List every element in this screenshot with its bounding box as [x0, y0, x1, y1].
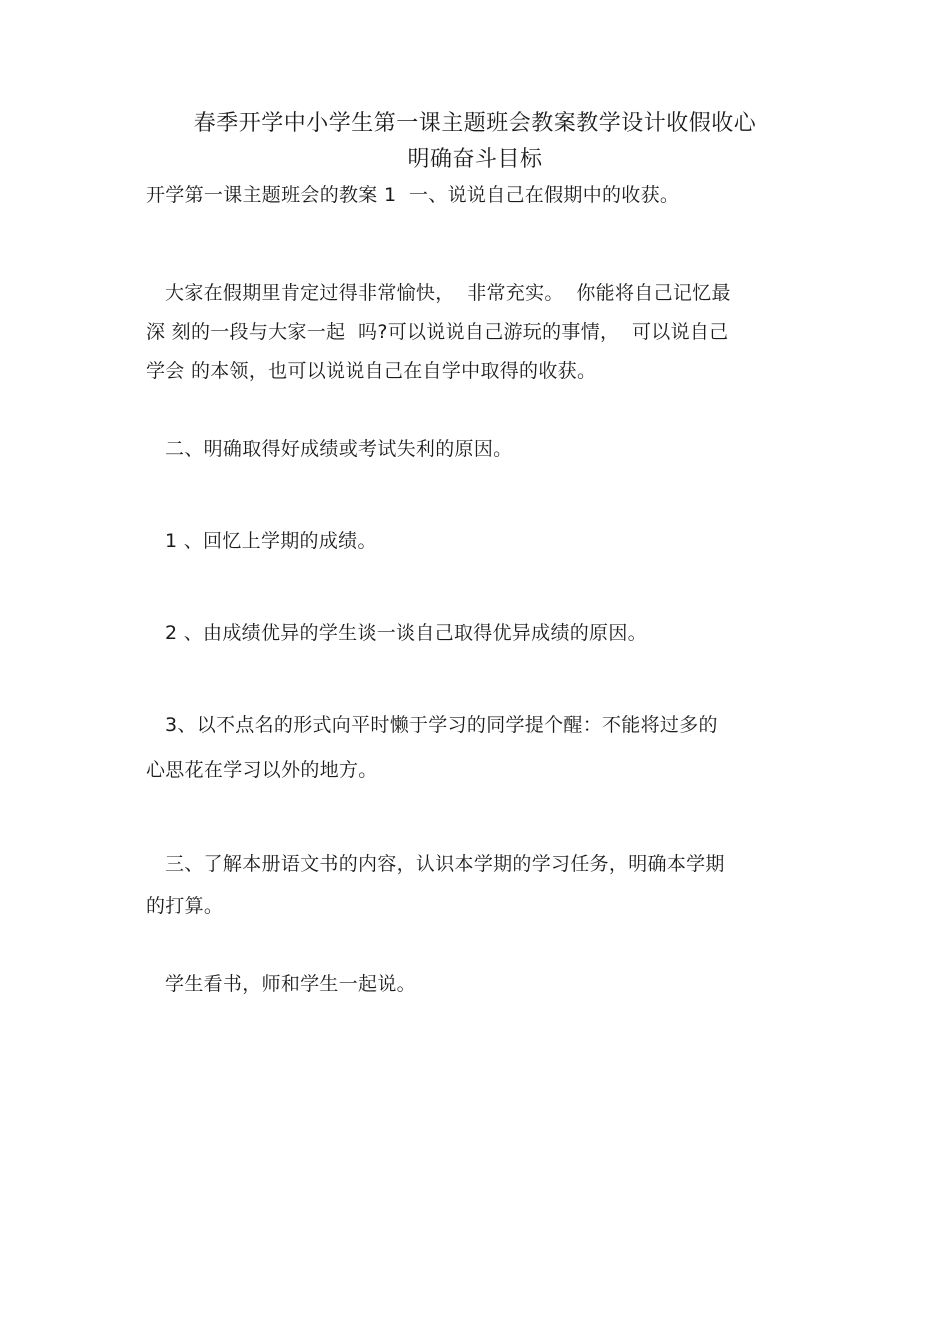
document-title-line-2: 明确奋斗目标 — [407, 147, 543, 172]
document-title-line-1: 春季开学中小学生第一课主题班会教案教学设计收假收心 — [193, 111, 757, 136]
paragraph-1-line-3: 学会 的本领，也可以说说自己在自学中取得的收获。 — [146, 360, 597, 382]
document-subtitle: 开学第一课主题班会的教案 1 一、说说自己在假期中的收获。 — [146, 184, 680, 206]
paragraph-1-line-1: 大家在假期里肯定过得非常愉快， 非常充实。 你能将自己记忆最 — [146, 282, 731, 304]
list-item-3-line-2: 心思花在学习以外的地方。 — [146, 759, 378, 781]
section-3-line-1: 三、了解本册语文书的内容，认识本学期的学习任务，明确本学期 — [146, 853, 725, 875]
section-2-heading: 二、明确取得好成绩或考试失利的原因。 — [146, 438, 513, 460]
list-item-3-line-1: 3、以不点名的形式向平时懒于学习的同学提个醒：不能将过多的 — [146, 714, 718, 736]
closing-paragraph: 学生看书，师和学生一起说。 — [146, 973, 416, 995]
section-3-line-2: 的打算。 — [146, 895, 224, 917]
list-item-1: 1 、回忆上学期的成绩。 — [146, 530, 377, 552]
list-item-2: 2 、由成绩优异的学生谈一谈自己取得优异成绩的原因。 — [146, 622, 647, 644]
paragraph-1-line-2: 深 刻的一段与大家一起 吗?可以说说自己游玩的事情， 可以说自己 — [146, 321, 729, 343]
